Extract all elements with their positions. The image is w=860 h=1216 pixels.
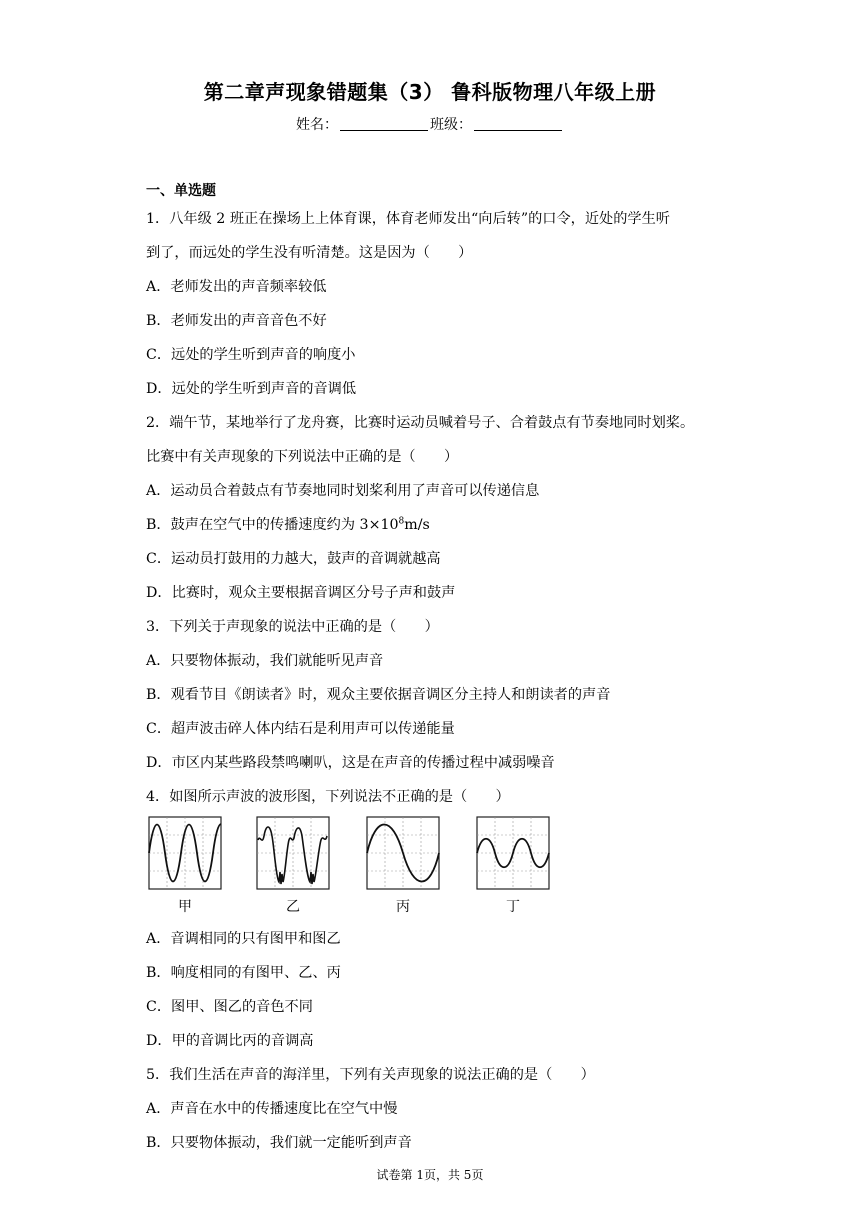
question-3-option-a[interactable]: A．只要物体振动，我们就能听见声音 bbox=[146, 653, 384, 669]
question-2-option-b-unit: m/s bbox=[404, 517, 430, 533]
waveform-yi bbox=[256, 816, 330, 915]
figure-label-bing: 丙 bbox=[396, 899, 410, 915]
question-3-stem: 3．下列关于声现象的说法中正确的是（ ） bbox=[146, 619, 439, 635]
class-blank[interactable] bbox=[474, 118, 562, 131]
question-1-option-b[interactable]: B．老师发出的声音音色不好 bbox=[146, 313, 327, 329]
waveform-yi-graphic bbox=[256, 816, 330, 890]
question-1-option-d[interactable]: D．远处的学生听到声音的音调低 bbox=[146, 381, 357, 397]
class-label: 班级： bbox=[430, 117, 472, 133]
student-info-bar bbox=[0, 114, 860, 134]
question-4-option-b[interactable]: B．响度相同的有图甲、乙、丙 bbox=[146, 965, 341, 981]
question-2-option-c[interactable]: C．运动员打鼓用的力越大，鼓声的音调就越高 bbox=[146, 551, 441, 567]
page-footer: 试卷第 1页，共 5页 bbox=[376, 1168, 484, 1182]
question-3-option-d[interactable]: D．市区内某些路段禁鸣喇叭，这是在声音的传播过程中减弱噪音 bbox=[146, 755, 555, 771]
question-2-option-b-text: B．鼓声在空气中的传播速度约为 3×10 bbox=[146, 517, 399, 533]
question-2-option-d[interactable]: D．比赛时，观众主要根据音调区分号子声和鼓声 bbox=[146, 585, 456, 601]
question-2-option-b-exponent: 8 bbox=[398, 516, 405, 527]
waveform-ding bbox=[476, 816, 550, 915]
question-1-option-a[interactable]: A．老师发出的声音频率较低 bbox=[146, 279, 327, 295]
figure-label-jia: 甲 bbox=[178, 899, 192, 915]
question-3-option-b[interactable]: B．观看节目《朗读者》时，观众主要依据音调区分主持人和朗读者的声音 bbox=[146, 687, 611, 703]
question-5-option-a[interactable]: A．声音在水中的传播速度比在空气中慢 bbox=[146, 1101, 398, 1117]
section-heading: 一、单选题 bbox=[146, 183, 216, 199]
name-blank[interactable] bbox=[340, 118, 428, 131]
question-2-option-b[interactable] bbox=[146, 514, 430, 534]
figure-label-ding: 丁 bbox=[506, 899, 520, 915]
figure-label-yi: 乙 bbox=[286, 899, 300, 915]
question-3-option-c[interactable]: C．超声波击碎人体内结石是利用声可以传递能量 bbox=[146, 721, 455, 737]
page-title: 第二章声现象错题集（3） 鲁科版物理八年级上册 bbox=[203, 80, 657, 104]
question-2-stem-line-1: 2．端午节，某地举行了龙舟赛，比赛时运动员喊着号子、合着鼓点有节奏地同时划桨。 bbox=[146, 415, 695, 431]
waveform-jia bbox=[148, 816, 222, 915]
question-2-option-a[interactable]: A．运动员合着鼓点有节奏地同时划桨利用了声音可以传递信息 bbox=[146, 483, 540, 499]
waveform-jia-graphic bbox=[148, 816, 222, 890]
waveform-bing bbox=[366, 816, 440, 915]
question-1-stem-line-2: 到了，而远处的学生没有听清楚。这是因为（ ） bbox=[146, 245, 473, 261]
question-1-option-c[interactable]: C．远处的学生听到声音的响度小 bbox=[146, 347, 356, 363]
waveform-ding-graphic bbox=[476, 816, 550, 890]
question-4-option-a[interactable]: A．音调相同的只有图甲和图乙 bbox=[146, 931, 341, 947]
question-4-option-d[interactable]: D．甲的音调比丙的音调高 bbox=[146, 1033, 314, 1049]
waveform-bing-graphic bbox=[366, 816, 440, 890]
name-label: 姓名： bbox=[296, 117, 338, 133]
question-5-option-b[interactable]: B．只要物体振动，我们就一定能听到声音 bbox=[146, 1135, 412, 1151]
question-2-stem-line-2: 比赛中有关声现象的下列说法中正确的是（ ） bbox=[146, 449, 459, 465]
question-5-stem: 5．我们生活在声音的海洋里，下列有关声现象的说法正确的是（ ） bbox=[146, 1067, 595, 1083]
waveform-figures bbox=[146, 816, 566, 916]
question-4-stem: 4．如图所示声波的波形图，下列说法不正确的是（ ） bbox=[146, 789, 510, 805]
question-1-stem-line-1: 1．八年级 2 班正在操场上上体育课，体育老师发出“向后转”的口令，近处的学生听 bbox=[146, 211, 670, 227]
question-4-option-c[interactable]: C．图甲、图乙的音色不同 bbox=[146, 999, 313, 1015]
